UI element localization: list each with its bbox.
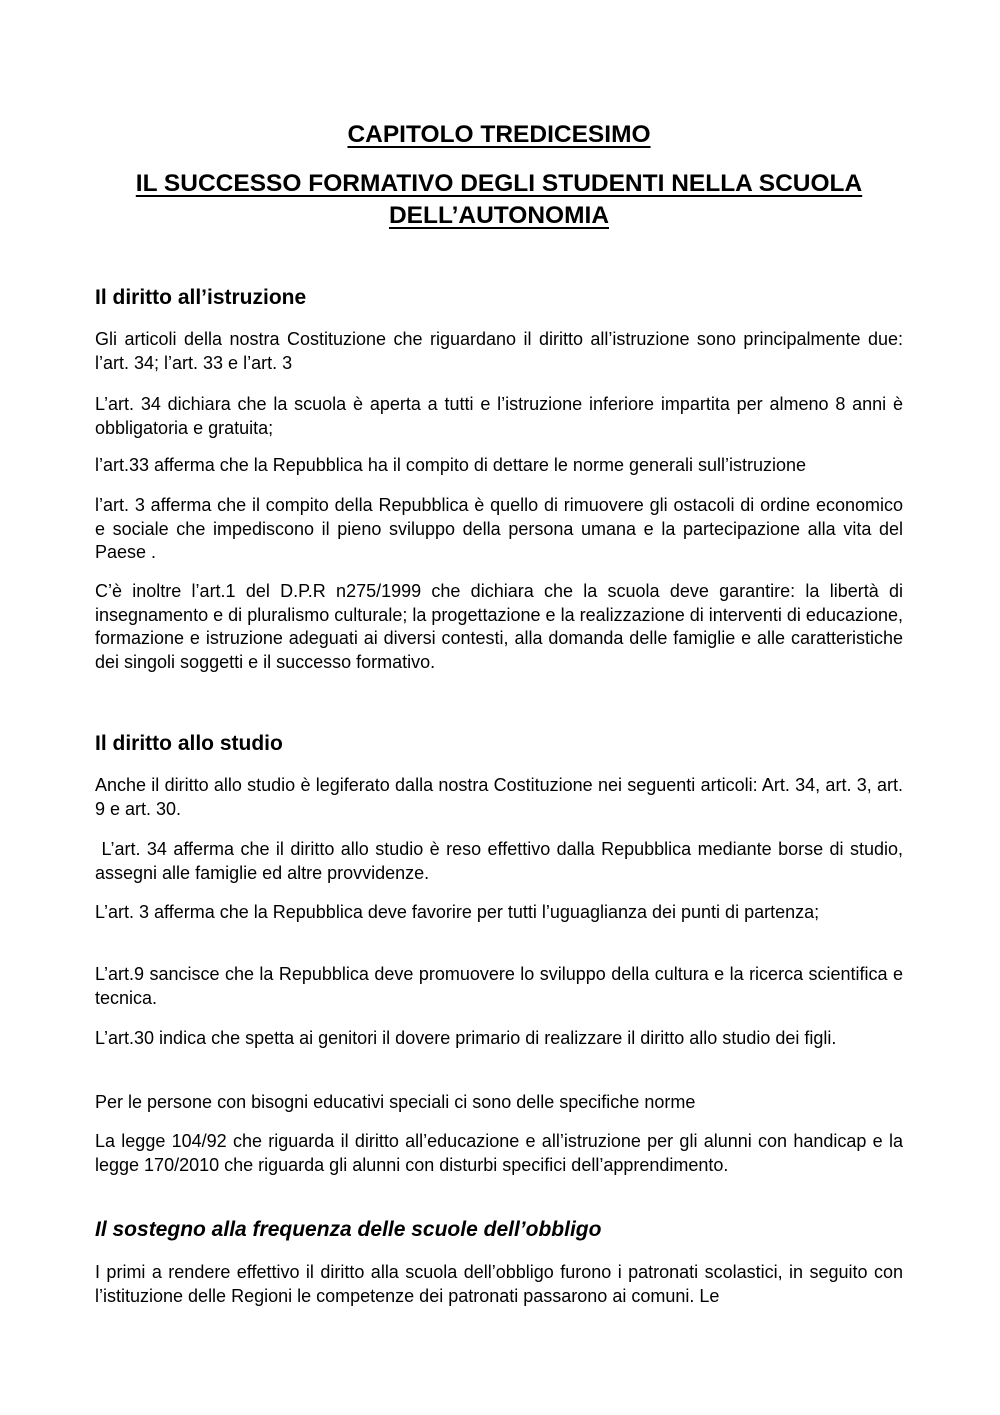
section-heading-diritto-istruzione: Il diritto all’istruzione [95, 286, 307, 309]
paragraph: Per le persone con bisogni educativi speciali ci sono delle specifiche norme [95, 1092, 696, 1112]
section-heading-diritto-studio: Il diritto allo studio [95, 732, 283, 755]
chapter-title: IL SUCCESSO FORMATIVO DEGLI STUDENTI NELLA SCUOLA DELL’AUTONOMIA [135, 170, 863, 229]
paragraph: L’art.9 sancisce che la Repubblica deve promuovere lo sviluppo della cultura e la ricerca scientifica e tecnica. [95, 964, 903, 1008]
paragraph: La legge 104/92 che riguarda il diritto all’educazione e all’istruzione per gli alunni con handicap e la legge 170/2010 che riguarda gli alunni con disturbi specifici dell’apprendimento. [95, 1131, 903, 1175]
paragraph: C’è inoltre l’art.1 del D.P.R n275/1999 che dichiara che la scuola deve garantire: la libertà di insegnamento e di pluralismo culturale; la progettazione e la realizzazione di interventi di educazione, formazione e istruzione adeguati ai diversi contesti, alla domanda delle famiglie e alle caratteristiche dei singoli soggetti e il successo formativo. [95, 581, 903, 672]
paragraph: L’art. 3 afferma che la Repubblica deve favorire per tutti l’uguaglianza dei punti di partenza; [95, 902, 820, 922]
chapter-label: CAPITOLO TREDICESIMO [347, 121, 651, 148]
paragraph: I primi a rendere effettivo il diritto alla scuola dell’obbligo furono i patronati scolastici, in seguito con l’istituzione delle Regioni le competenze dei patronati passarono ai comuni. Le [95, 1262, 903, 1306]
paragraph: Anche il diritto allo studio è legiferato dalla nostra Costituzione nei seguenti articoli: Art. 34, art. 3, art. 9 e art. 30. [95, 775, 903, 819]
paragraph: L’art. 34 afferma che il diritto allo studio è reso effettivo dalla Repubblica mediante borse di studio, assegni alle famiglie ed altre provvidenze. [95, 839, 909, 883]
paragraph: l’art. 3 afferma che il compito della Repubblica è quello di rimuovere gli ostacoli di ordine economico e sociale che impediscono il pieno sviluppo della persona umana e la partecipazione alla vita del Paese . [95, 495, 903, 563]
paragraph: l’art.33 afferma che la Repubblica ha il compito di dettare le norme generali sull’istruzione [95, 455, 807, 475]
section-heading-sostegno-frequenza: Il sostegno alla frequenza delle scuole dell’obbligo [95, 1218, 602, 1241]
paragraph: L’art.30 indica che spetta ai genitori il dovere primario di realizzare il diritto allo studio dei figli. [95, 1028, 837, 1048]
paragraph: L’art. 34 dichiara che la scuola è aperta a tutti e l’istruzione inferiore impartita per almeno 8 anni è obbligatoria e gratuita; [95, 394, 903, 438]
paragraph: Gli articoli della nostra Costituzione che riguardano il diritto all’istruzione sono principalmente due: l’art. 34; l’art. 33 e l’art. 3 [95, 329, 903, 373]
